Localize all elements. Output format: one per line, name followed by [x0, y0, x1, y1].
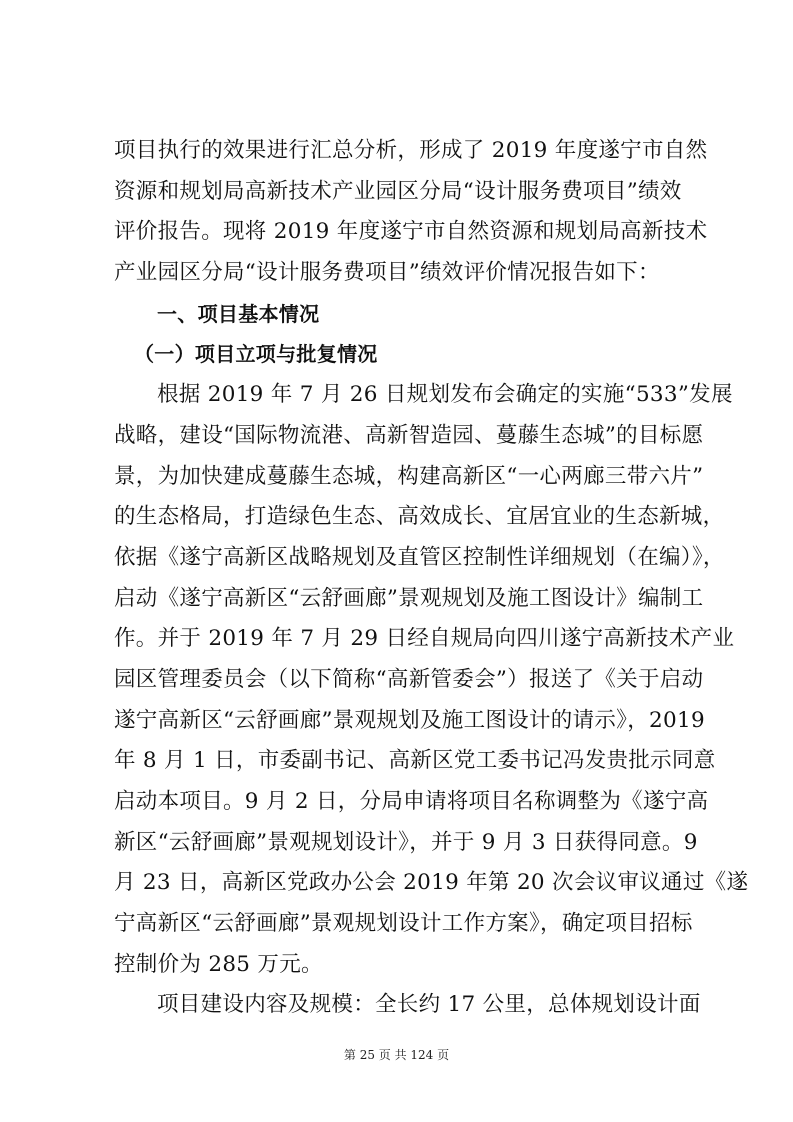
text-line: 根据 2019 年 7 月 26 日规划发布会确定的实施“533”发展: [157, 382, 733, 408]
subheading-text: （一）项目立项与批复情况: [134, 342, 378, 367]
text-line: 宁高新区“云舒画廊”景观规划设计工作方案》，确定项目招标: [114, 911, 693, 937]
text-line: 月 23 日，高新区党政办公会 2019 年第 20 次会议审议通过《遂: [114, 870, 749, 896]
page-number: 第 25 页 共 124 页: [343, 1048, 450, 1062]
text-line: 资源和规划局高新技术产业园区分局“设计服务费项目”绩效: [114, 178, 682, 204]
heading-text: 一、项目基本情况: [157, 301, 320, 326]
document-body: [114, 131, 749, 1026]
text-line: 依据《遂宁高新区战略规划及直管区控制性详细规划（在编）》，: [114, 544, 725, 570]
text-line: 园区管理委员会（以下简称“高新管委会”）报送了《关于启动: [114, 666, 704, 692]
text-line: 项目建设内容及规模：全长约 17 公里，总体规划设计面: [157, 992, 701, 1018]
page-footer: [0, 1047, 793, 1063]
text-line: 年 8 月 1 日，市委副书记、高新区党工委书记冯发贵批示同意: [114, 748, 716, 774]
text-line: 的生态格局，打造绿色生态、高效成长、宜居宜业的生态新城，: [114, 504, 725, 530]
text-line: 启动《遂宁高新区“云舒画廊”景观规划及施工图设计》编制工: [114, 585, 704, 611]
text-line: 控制价为 285 万元。: [114, 951, 323, 977]
text-line: 作。并于 2019 年 7 月 29 日经自规局向四川遂宁高新技术产业: [114, 626, 735, 652]
paragraph-project-scope: [114, 985, 701, 1026]
paragraph-project-approval: [114, 375, 749, 985]
subsection-heading: [114, 334, 684, 375]
text-line: 战略，建设“国际物流港、高新智造园、蔓藤生态城”的目标愿: [114, 422, 704, 448]
text-line: 启动本项目。9 月 2 日，分局申请将项目名称调整为《遂宁高: [114, 789, 709, 814]
paragraph-intro: [114, 131, 708, 294]
text-line: 景，为加快建成蔓藤生态城，构建高新区“一心两廊三带六片”: [114, 463, 704, 489]
text-line: 评价报告。现将 2019 年度遂宁市自然资源和规划局高新技术: [114, 219, 708, 245]
text-line: 遂宁高新区“云舒画廊”景观规划及施工图设计的请示》，2019: [114, 707, 705, 733]
section-heading: [114, 294, 684, 335]
text-line: 项目执行的效果进行汇总分析，形成了 2019 年度遂宁市自然: [114, 138, 708, 163]
text-line: 新区“云舒画廊”景观规划设计》，并于 9 月 3 日获得同意。9: [114, 829, 698, 855]
text-line: 产业园区分局“设计服务费项目”绩效评价情况报告如下：: [114, 260, 660, 286]
